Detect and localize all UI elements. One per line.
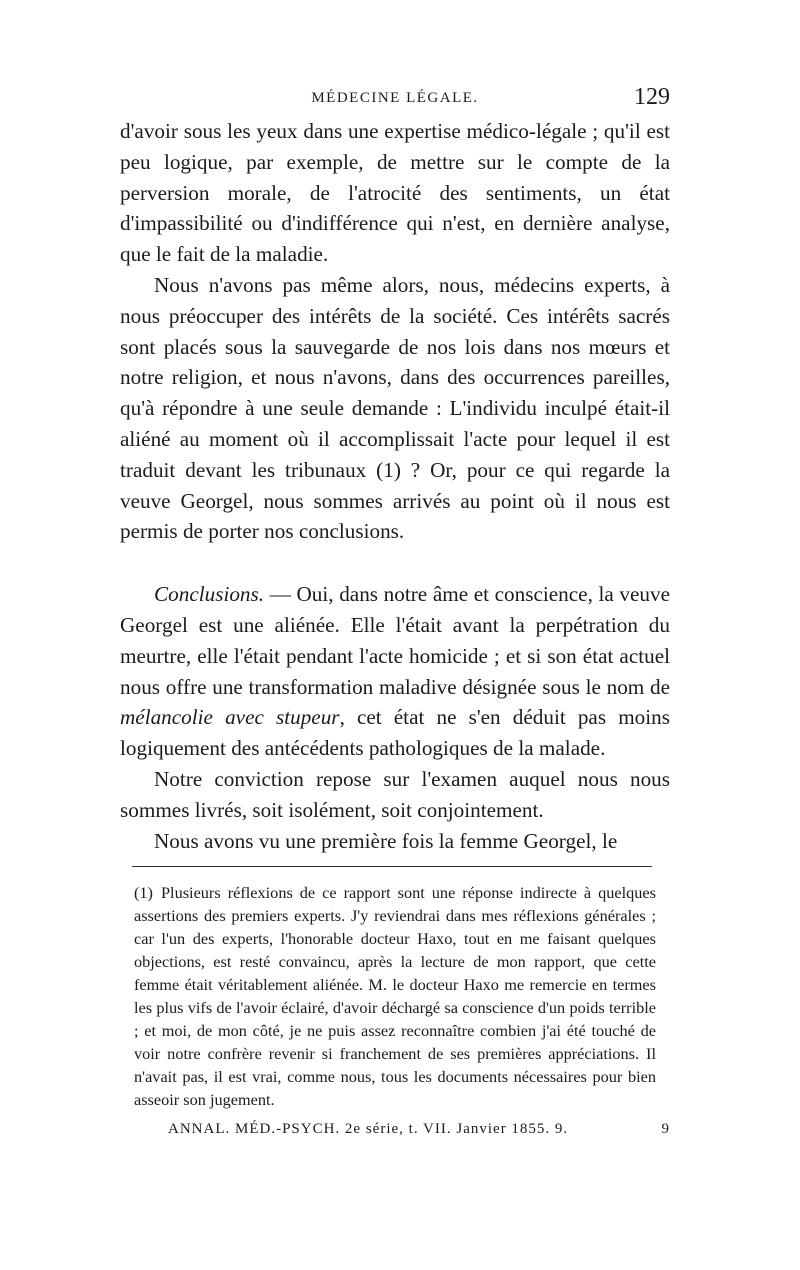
paragraph-conclusions [120, 579, 670, 764]
paragraph-experts: Nous n'avons pas même alors, nous, médecins experts, à nous préoccuper des intérêts de la société. Ces intérêts sacrés sont placés sous la sauvegarde de nos lois dans nos mœurs et notre religion, et nous n'avons, dans des occurrences pareilles, qu'à répondre à une seule demande : L'individu inculpé était-il aliéné au moment où il accomplissait l'acte pour lequel il est traduit devant les tribunaux (1) ? Or, pour ce qui regarde la veuve Georgel, nous sommes arrivés au point où il nous est permis de porter nos conclusions. [120, 272, 670, 544]
section-gap [120, 547, 670, 579]
printer-signature [168, 1121, 670, 1145]
conclusions-text-b: , cet état ne s'en déduit pas moins logiquement des antécédents pathologiques de la malade. [120, 705, 670, 761]
page-number: 129 [634, 84, 670, 110]
footnote-text: Plusieurs réflexions de ce rapport sont une réponse indirecte à quelques assertions des premiers experts. J'y reviendrai dans mes réflexions générales ; car l'un des experts, l'honorable docteur Haxo, tout en me faisant quelques objections, est resté convaincu, après la lecture de mon rapport, que cette femme était véritablement aliénée. M. le docteur Haxo me remercie en termes les plus vifs de l'avoir éclairé, d'avoir déchargé sa conscience d'un poids terrible ; et moi, de mon côté, je ne puis assez reconnaître combien j'ai été touché de voir notre confrère revenir si franchement de ses premières appréciations. Il n'avait pas, il est vrai, comme nous, tous les documents nécessaires pour bien asseoir son jugement. [134, 883, 656, 1110]
conclusions-term: mélancolie avec stupeur [120, 705, 340, 730]
footnote-1 [134, 881, 656, 1111]
conclusions-heading: Conclusions. [154, 582, 265, 607]
signature-number: 9 [661, 1121, 670, 1138]
footnote-rule [132, 866, 652, 867]
paragraph-first-visit: Nous avons vu une première fois la femme Georgel, le [154, 828, 618, 853]
paragraph-continuation: d'avoir sous les yeux dans une expertise médico-légale ; qu'il est peu logique, par exemple, de mettre sur le compte de la perversion morale, de l'atrocité des sentiments, un état d'impassibilité ou d'indifférence qui n'est, en dernière analyse, que le fait de la maladie. [120, 119, 670, 267]
footnote-marker: (1) [134, 883, 153, 903]
footnotes [134, 881, 656, 1111]
running-head [120, 86, 670, 116]
running-title: MÉDECINE LÉGALE. [311, 90, 479, 106]
book-page [120, 86, 670, 1145]
conclusions-text-a: — Oui, dans notre âme et conscience, la veuve Georgel est une aliénée. Elle l'était avant la perpétration du meurtre, elle l'était pendant l'acte homicide ; et si son état actuel nous offre une transformation maladive désignée sous le nom de [120, 582, 670, 699]
signature-text: ANNAL. MÉD.-PSYCH. 2e série, t. VII. Janvier 1855. 9. [168, 1121, 569, 1138]
paragraph-conviction: Notre conviction repose sur l'examen auquel nous nous sommes livrés, soit isolément, soit conjointement. [120, 766, 670, 822]
